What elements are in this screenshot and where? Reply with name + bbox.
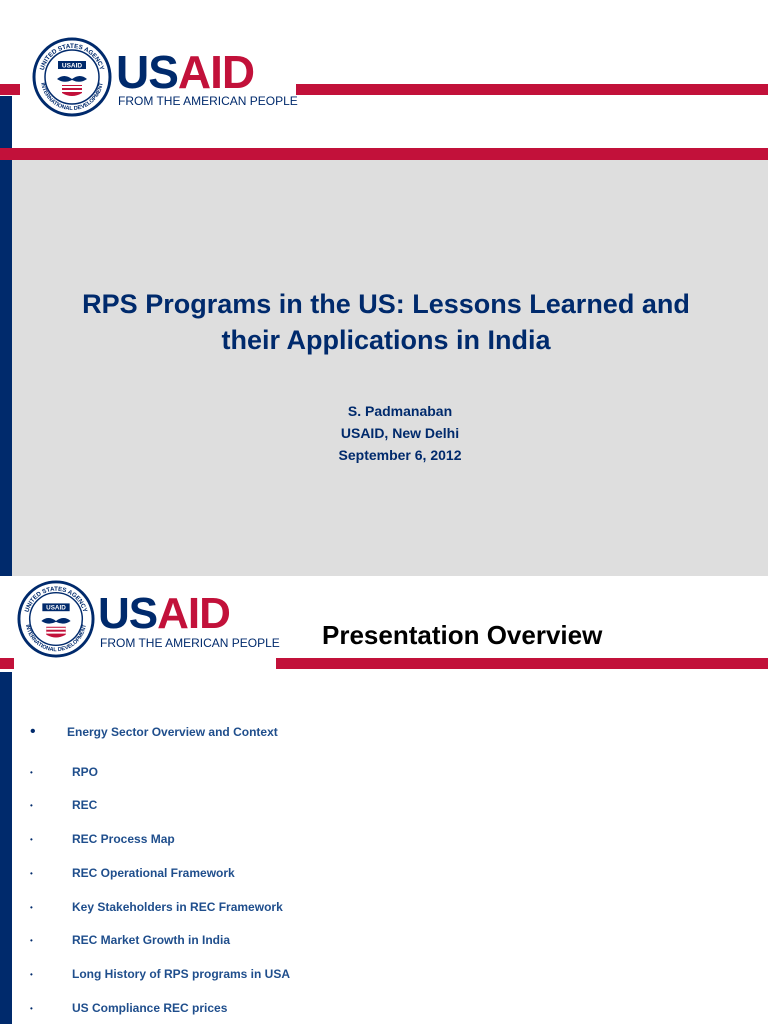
author-name: S. Padmanaban <box>347 403 453 419</box>
svg-text:UNITED STATES AGENCY: UNITED STATES AGENCY <box>38 43 106 72</box>
overview-list <box>0 576 768 1024</box>
list-item: • Key Stakeholders in REC Framework <box>30 900 283 914</box>
left-navy-bar <box>0 96 12 576</box>
bullet-icon: • <box>30 935 33 945</box>
list-item: • REC Process Map <box>30 832 175 846</box>
list-item: • US Compliance REC prices <box>30 1001 228 1015</box>
bullet-icon: • <box>30 969 33 979</box>
svg-text:USAID: USAID <box>46 604 66 612</box>
usaid-tagline: FROM THE AMERICAN PEOPLE <box>100 636 280 650</box>
bullet-icon: • <box>30 868 33 878</box>
svg-text:UNITED STATES AGENCY: UNITED STATES AGENCY <box>23 585 89 614</box>
usaid-tagline: FROM THE AMERICAN PEOPLE <box>118 94 298 108</box>
bullet-icon: • <box>30 800 33 810</box>
list-item: • REC Operational Framework <box>30 866 235 880</box>
slide-title-line-2: their Applications in India <box>221 325 551 355</box>
svg-text:USAID: USAID <box>61 62 83 70</box>
author-block <box>200 400 600 466</box>
list-item: • REC <box>30 798 98 812</box>
list-item: • Long History of RPS programs in USA <box>30 967 291 981</box>
slide-title <box>40 286 732 358</box>
slide-title: Presentation Overview <box>322 620 603 650</box>
slide-title-line-1: RPS Programs in the US: Lessons Learned and <box>82 289 690 319</box>
title-panel <box>12 160 768 576</box>
list-item: • REC Market Growth in India <box>30 933 231 947</box>
overview-slide <box>0 576 768 1024</box>
divider-red-line <box>0 148 768 160</box>
usaid-wordmark: USAID <box>116 46 255 98</box>
bullet-icon: • <box>30 1003 33 1013</box>
usaid-wordmark: USAID <box>98 589 230 638</box>
bullet-icon: • <box>30 902 33 912</box>
author-org: USAID, New Delhi <box>340 425 460 441</box>
presentation-date: September 6, 2012 <box>338 447 462 463</box>
usaid-seal-icon <box>32 37 112 117</box>
list-item: • RPO <box>30 765 99 779</box>
bullet-icon: • <box>30 723 36 740</box>
list-item: • Energy Sector Overview and Context <box>30 723 278 740</box>
bullet-icon: • <box>30 834 33 844</box>
header-red-line-right <box>296 84 768 95</box>
bullet-icon: • <box>30 767 33 777</box>
svg-text:INTERNATIONAL DEVELOPMENT: INTERNATIONAL DEVELOPMENT <box>24 624 89 654</box>
svg-text:INTERNATIONAL DEVELOPMENT: INTERNATIONAL DEVELOPMENT <box>39 82 105 113</box>
header-red-line-left <box>0 84 20 95</box>
